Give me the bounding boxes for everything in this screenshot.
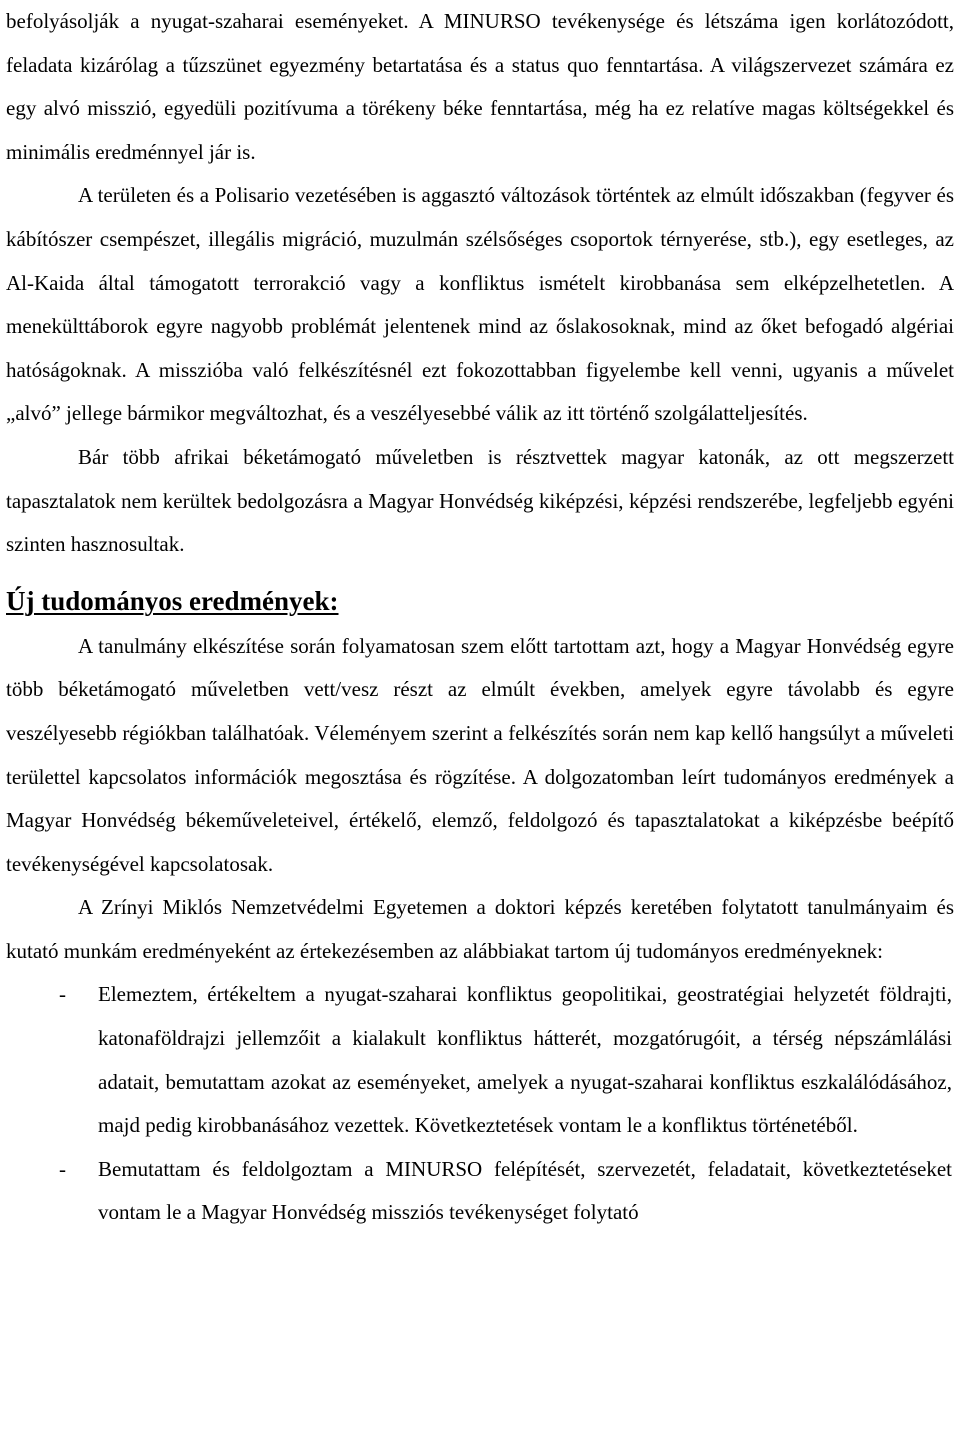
new-results-list bbox=[6, 973, 954, 1235]
list-item bbox=[6, 1148, 954, 1235]
list-item bbox=[6, 973, 954, 1147]
section-heading: Új tudományos eredmények: bbox=[6, 585, 339, 616]
paragraph-study-summary: A tanulmány elkészítése során folyamatosan szem előtt tartottam azt, hogy a Magyar Honvédség egyre több béketámogató műveletben vett/vesz részt az elmúlt években, amelyek egyre távolabb és egyre veszélyesebb régiókban találhatóak. Véleményem szerint a felkészítés során nem kap kellő hangsúlyt a műveleti területtel kapcsolatos információk megosztása és rögzítése. A dolgozatomban leírt tudományos eredmények a Magyar Honvédség békeműveleteivel, értékelő, elemző, feldolgozó és tapasztalatokat a kiképzésbe beépítő tevékenységével kapcsolatosak. bbox=[6, 633, 954, 876]
paragraph-doctoral-results-intro: A Zrínyi Miklós Nemzetvédelmi Egyetemen a doktori képzés keretében folytatott tanulmányaim és kutató munkám eredményeként az értekezésemben az alábbiakat tartom új tudományos eredményeknek: bbox=[6, 895, 954, 963]
paragraph-african-operations: Bár több afrikai béketámogató műveletben is résztvettek magyar katonák, az ott megszerzett tapasztalatok nem kerültek bedolgozásra a Magyar Honvédség kiképzési, képzési rendszerébe, legfeljebb egyéni szinten hasznosultak. bbox=[6, 444, 954, 557]
list-dash: - bbox=[59, 1156, 66, 1181]
list-dash: - bbox=[59, 982, 66, 1007]
paragraph-polisario-changes: A területen és a Polisario vezetésében is aggasztó változások történtek az elmúlt időszakban (fegyver és kábítószer csempészet, illegális migráció, muzulmán szélsőséges csoportok térnyerése, stb.), egy esetleges, az Al-Kaida által támogatott terrorakció vagy a konfliktus ismételt kirobbanása sem elképzelhetetlen. A menekülttáborok egyre nagyobb problémát jelentenek mind az őslakosoknak, mind az őket befogadó algériai hatóságoknak. A misszióba való felkészítésnél ezt fokozottabban figyelembe kell venni, ugyanis a művelet „alvó” jellege bármikor megváltozhat, és a veszélyesebbé válik az itt történő szolgálatteljesítés. bbox=[6, 183, 954, 426]
list-item-text: Elemeztem, értékeltem a nyugat-szaharai konfliktus geopolitikai, geostratégiai helyzetét földrajti, katonaföldrajzi jellemzőit a kialakult konfliktus hátterét, mozgatórugóit, a térség népszámlálási adatait, bemutattam azokat az eseményeket, amelyek a nyugat-szaharai konfliktus eszkalálódásához, majd pedig kirobbanásához vezettek. Következtetések vontam le a konfliktus történetéből. bbox=[98, 982, 952, 1138]
document-page bbox=[6, 0, 954, 1235]
paragraph-minurso-activity: befolyásolják a nyugat-szaharai eseményeket. A MINURSO tevékenysége és létszáma igen korlátozódott, feladata kizárólag a tűzszünet egyezmény betartatása és a status quo fenntartása. A világszervezet számára ez egy alvó misszió, egyedüli pozitívuma a törékeny béke fenntartása, még ha ez relatíve magas költségekkel és minimális eredménnyel jár is. bbox=[6, 9, 954, 164]
list-item-text: Bemutattam és feldolgoztam a MINURSO felépítését, szervezetét, feladatait, következtetéseket vontam le a Magyar Honvédség missziós tevékenységet folytató bbox=[98, 1156, 952, 1225]
